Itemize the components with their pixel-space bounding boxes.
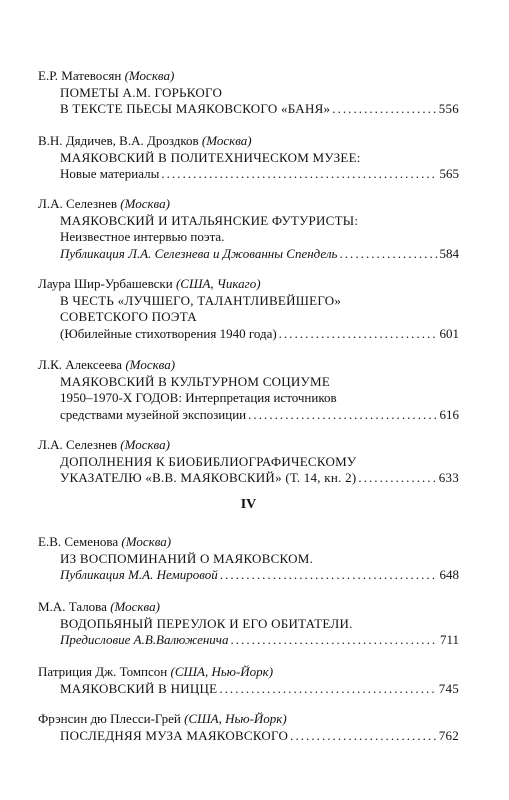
entry-leader-line (38, 246, 459, 263)
entry-leader-line (38, 681, 459, 698)
entry-subtitle: (Юбилейные стихотворения 1940 года) (60, 325, 277, 341)
entry-author (38, 534, 459, 551)
entry-leader-line (38, 407, 459, 424)
toc-entry (38, 196, 459, 262)
entry-author (38, 664, 459, 681)
dot-leader (248, 407, 437, 424)
author-place: (Москва) (120, 437, 170, 452)
dot-leader (220, 567, 438, 584)
page-number: 711 (439, 632, 459, 647)
author-place: (Москва) (201, 133, 252, 148)
author-name: Фрэнсин дю Плесси-Грей (38, 711, 181, 726)
entry-title-end: УКАЗАТЕЛЮ «В.В. МАЯКОВСКИЙ» (Т. 14, кн. 2) (60, 470, 357, 485)
author-place: (США, Нью-Йорк) (184, 711, 287, 726)
entry-author (38, 133, 459, 150)
author-place: (Москва) (120, 196, 170, 211)
author-name: Е.В. Семенова (38, 534, 119, 549)
author-name: Л.К. Алексеева (38, 357, 123, 372)
dot-leader (339, 246, 437, 263)
entry-leader-line (38, 728, 459, 745)
entry-leader-line (38, 166, 459, 183)
section-heading: IV (240, 497, 257, 512)
toc-entry (38, 276, 459, 342)
entry-title-line: МАЯКОВСКИЙ В ПОЛИТЕХНИЧЕСКОМ МУЗЕЕ: (60, 149, 361, 165)
page-number: 601 (439, 325, 459, 341)
toc-entry (38, 664, 459, 697)
toc-entry (38, 534, 459, 584)
dot-leader (290, 728, 437, 745)
entry-subtitle: Неизвестное интервью поэта. (60, 229, 225, 244)
page-number: 616 (439, 406, 459, 422)
author-name: Л.А. Селезнев (38, 196, 117, 211)
entry-subtitle: Новые материалы (60, 166, 160, 181)
entry-title-end: В ТЕКСТЕ ПЬЕСЫ МАЯКОВСКОГО «БАНЯ» (60, 101, 331, 116)
entry-title-line: ВОДОПЬЯНЫЙ ПЕРЕУЛОК И ЕГО ОБИТАТЕЛИ. (60, 615, 353, 631)
entry-author (38, 68, 459, 85)
entry-leader-line (38, 101, 459, 118)
author-place: (Москва) (125, 357, 176, 372)
entry-author (38, 357, 459, 374)
toc-entry (38, 437, 459, 487)
author-name: Е.Р. Матевосян (38, 68, 122, 83)
dot-leader (279, 326, 438, 343)
entry-leader-line (38, 567, 459, 584)
entry-publication-note: Публикация Л.А. Селезнева и Джованны Спендель (60, 245, 338, 261)
entry-publication-note: Публикация М.А. Немировой (60, 567, 218, 582)
entry-leader-line (38, 326, 459, 343)
author-place: (Москва) (124, 68, 175, 83)
entry-title-line: МАЯКОВСКИЙ В КУЛЬТУРНОМ СОЦИУМЕ (60, 373, 331, 389)
page-number: 745 (438, 680, 459, 696)
entry-publication-note: Предисловие А.В.Валюженича (60, 632, 229, 647)
page-number: 565 (439, 166, 459, 181)
dot-leader (332, 101, 436, 118)
author-name: Л.А. Селезнев (38, 437, 117, 452)
entry-title-end: ПОСЛЕДНЯЯ МУЗА МАЯКОВСКОГО (60, 727, 289, 743)
entry-title-line: ИЗ ВОСПОМИНАНИЙ О МАЯКОВСКОМ. (60, 550, 314, 566)
author-name: Лаура Шир-Урбашевски (38, 276, 173, 291)
entry-subtitle: средствами музейной экспозиции (60, 406, 247, 422)
author-place: (Москва) (121, 534, 172, 549)
entry-leader-line (38, 632, 459, 649)
entry-author (38, 437, 459, 454)
entry-title-line: В ЧЕСТЬ «ЛУЧШЕГО, ТАЛАНТЛИВЕЙШЕГО» (60, 292, 342, 308)
dot-leader (161, 166, 437, 183)
page-number: 648 (439, 567, 459, 582)
page-number: 633 (438, 470, 459, 485)
entry-title-line: 1950–1970-Х ГОДОВ: Интерпретация источников (60, 390, 337, 405)
author-place: (США, Нью-Йорк) (170, 664, 274, 679)
entry-title-end: МАЯКОВСКИЙ В НИЦЦЕ (60, 680, 218, 696)
author-place: (Москва) (110, 599, 160, 614)
entry-title-line: МАЯКОВСКИЙ И ИТАЛЬЯНСКИЕ ФУТУРИСТЫ: (60, 212, 359, 228)
author-place: (США, Чикаго) (175, 276, 261, 291)
toc-entry (38, 711, 459, 744)
entry-title-line: СОВЕТСКОГО ПОЭТА (60, 309, 197, 324)
dot-leader (231, 632, 438, 649)
entry-author (38, 599, 459, 616)
toc-entry (38, 68, 459, 118)
entry-author (38, 711, 459, 728)
dot-leader (219, 681, 436, 698)
entry-author (38, 276, 459, 293)
dot-leader (358, 470, 436, 487)
page-number: 762 (438, 727, 459, 743)
entry-title-line: ПОМЕТЫ А.М. ГОРЬКОГО (60, 84, 223, 100)
author-name: М.А. Талова (38, 599, 107, 614)
page-number: 584 (439, 245, 459, 261)
author-name: Патриция Дж. Томпсон (38, 664, 168, 679)
author-name: В.Н. Дядичев, В.А. Дроздков (38, 133, 199, 148)
entry-author (38, 196, 459, 213)
toc-entry (38, 357, 459, 423)
page-number: 556 (438, 101, 459, 116)
entry-leader-line (38, 470, 459, 487)
toc-entry (38, 599, 459, 649)
entry-title-line: ДОПОЛНЕНИЯ К БИОБИБЛИОГРАФИЧЕСКОМУ (60, 453, 357, 469)
toc-entry (38, 133, 459, 183)
